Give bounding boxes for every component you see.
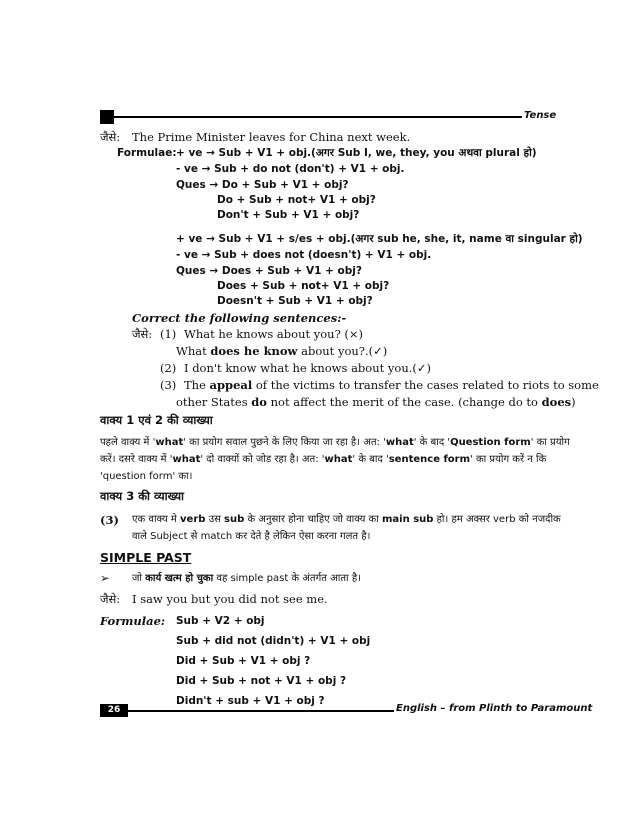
- sentence-incorrect: What he knows about you? (×): [184, 327, 364, 341]
- page-number: 26: [100, 704, 128, 717]
- sentence-number: (3): [160, 378, 177, 392]
- formula-line: + ve → Sub + V1 + s/es + obj.(अगर sub he, she, it, name वा singular हो): [176, 233, 583, 245]
- definition-line: जो कार्य खत्म हो चुका वह simple past के अंतर्गत आता है।: [132, 573, 361, 584]
- explanation-line: करें। दसरे वाक्य में 'what' दो वाक्यों को जोड रहा है। अत: 'what' के बाद 'sentence form' का प्रयोग करें न कि: [100, 454, 547, 465]
- formula-line: Did + Sub + not + V1 + obj ?: [176, 675, 347, 687]
- example-sentence: I saw you but you did not see me.: [132, 592, 328, 606]
- header-section-title: Tense: [524, 110, 557, 121]
- sentence-line: other States do not affect the merit of the case. (change do to does): [176, 395, 576, 409]
- sentence-number: (2): [160, 361, 177, 375]
- bullet-icon: ➢: [100, 571, 110, 585]
- formulae-label: Formulae:: [100, 614, 166, 628]
- explanation-line: वाले Subject से match कर देते है लेकिन ऐसा करना गलत है।: [132, 531, 371, 542]
- formula-line: Doesn't + Sub + V1 + obj?: [217, 295, 373, 307]
- footer-rule: [128, 710, 394, 712]
- example-label: जैसे:: [132, 327, 153, 341]
- formula-line: + ve → Sub + V1 + obj.(अगर Sub I, we, they, you अथवा plural हो): [176, 147, 537, 159]
- formula-line: - ve → Sub + does not (doesn't) + V1 + obj.: [176, 249, 432, 261]
- sentence-corrected: What does he know about you?.(✓): [176, 344, 388, 358]
- simple-past-heading: SIMPLE PAST: [100, 550, 192, 565]
- sentence-number: (1): [160, 327, 177, 341]
- formula-line: - ve → Sub + do not (don't) + V1 + obj.: [176, 163, 405, 175]
- formula-line: Sub + did not (didn't) + V1 + obj: [176, 635, 371, 647]
- example-label: जैसे:: [100, 592, 121, 606]
- sentence-correct: I don't know what he knows about you.(✓): [184, 361, 431, 375]
- formula-line: Don't + Sub + V1 + obj?: [217, 209, 360, 221]
- header-square: [100, 110, 114, 124]
- formula-line: Do + Sub + not+ V1 + obj?: [217, 194, 376, 206]
- formula-line: Does + Sub + not+ V1 + obj?: [217, 280, 390, 292]
- correct-heading: Correct the following sentences:-: [132, 311, 347, 325]
- formula-line: Did + Sub + V1 + obj ?: [176, 655, 311, 667]
- formulae-label: Formulae:: [117, 147, 177, 159]
- header-rule: [114, 116, 522, 118]
- formula-line: Ques → Does + Sub + V1 + obj?: [176, 265, 362, 277]
- formula-line: Sub + V2 + obj: [176, 615, 265, 627]
- example-sentence: The Prime Minister leaves for China next week.: [132, 130, 411, 144]
- book-title: English – from Plinth to Paramount: [396, 703, 593, 714]
- example-label: जैसे:: [100, 130, 121, 144]
- explanation-line: एक वाक्य मे verb उस sub के अनुसार होना चाहिए जो वाक्य का main sub हो। हम अक्सर verb को नजदीक: [132, 514, 561, 525]
- explanation-heading: वाक्य 3 की व्याख्या: [100, 489, 184, 503]
- formula-line: Ques → Do + Sub + V1 + obj?: [176, 179, 349, 191]
- explanation-number: (3): [100, 513, 119, 527]
- sentence-line: The appeal of the victims to transfer the cases related to riots to some: [184, 378, 599, 392]
- explanation-heading: वाक्य 1 एवं 2 की व्याख्या: [100, 413, 213, 427]
- formula-line: Didn't + sub + V1 + obj ?: [176, 695, 325, 707]
- explanation-line: 'question form' का।: [100, 471, 193, 482]
- explanation-line: पहले वाक्य में 'what' का प्रयोग सवाल पुछने के लिए किया जा रहा है। अत: 'what' के बाद 'Question form' का प्रयोग: [100, 437, 570, 448]
